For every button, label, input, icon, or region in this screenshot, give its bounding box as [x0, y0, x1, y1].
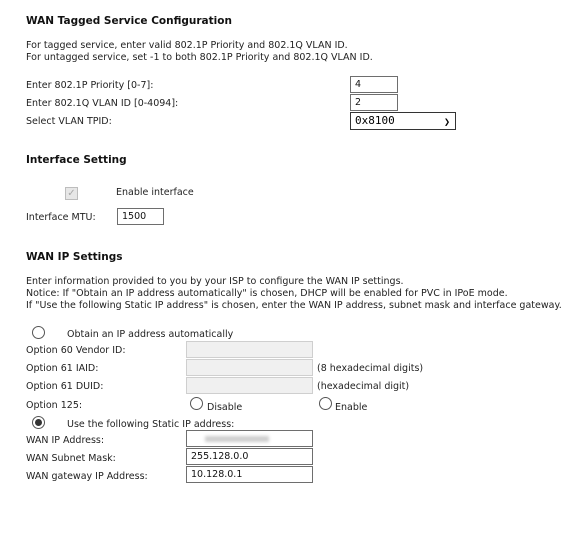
wan-ip-address-input[interactable] — [186, 430, 313, 447]
option61-duid-label: Option 61 DUID: — [26, 381, 104, 392]
option125-enable-label: Enable — [335, 402, 368, 413]
priority-label: Enter 802.1P Priority [0-7]: — [26, 80, 154, 91]
vlan-id-input[interactable] — [350, 94, 398, 111]
option125-label: Option 125: — [26, 400, 83, 411]
enable-interface-checkbox[interactable]: ✓ — [65, 187, 78, 200]
tpid-label: Select VLAN TPID: — [26, 116, 112, 127]
static-ip-label: Use the following Static IP address: — [67, 419, 235, 430]
option60-label: Option 60 Vendor ID: — [26, 345, 126, 356]
option61-duid-hint: (hexadecimal digit) — [317, 381, 410, 392]
priority-input[interactable] — [350, 76, 398, 93]
vlan-id-label: Enter 802.1Q VLAN ID [0-4094]: — [26, 98, 179, 109]
option61-iaid-input[interactable] — [186, 359, 313, 376]
mtu-input[interactable] — [117, 208, 164, 225]
wan-ip-address-label: WAN IP Address: — [26, 435, 105, 446]
obtain-auto-label: Obtain an IP address automatically — [67, 329, 234, 340]
static-ip-radio[interactable] — [32, 416, 45, 429]
interface-setting-title: Interface Setting — [26, 154, 127, 166]
enable-interface-label: Enable interface — [116, 187, 194, 198]
tpid-select-value: 0x8100 — [355, 114, 395, 127]
redacted-value — [205, 436, 269, 442]
subnet-mask-input[interactable] — [186, 448, 313, 465]
tpid-select[interactable] — [350, 112, 456, 130]
wan-ip-info-1: Enter information provided to you by your ISP to configure the WAN IP settings. — [26, 276, 404, 287]
subnet-mask-label: WAN Subnet Mask: — [26, 453, 116, 464]
wan-tagged-title: WAN Tagged Service Configuration — [26, 15, 232, 27]
option61-iaid-hint: (8 hexadecimal digits) — [317, 363, 424, 374]
option125-enable-radio[interactable] — [319, 397, 332, 410]
gateway-input[interactable] — [186, 466, 313, 483]
wan-ip-info-2: Notice: If "Obtain an IP address automatically" is chosen, DHCP will be enabled for PVC in IPoE mode. — [26, 288, 508, 299]
option125-disable-radio[interactable] — [190, 397, 203, 410]
chevron-down-icon: ❯ — [443, 117, 450, 128]
option61-iaid-label: Option 61 IAID: — [26, 363, 99, 374]
option125-disable-label: Disable — [207, 402, 243, 413]
option60-input[interactable] — [186, 341, 313, 358]
gateway-label: WAN gateway IP Address: — [26, 471, 148, 482]
wan-tagged-desc-1: For tagged service, enter valid 802.1P Priority and 802.1Q VLAN ID. — [26, 40, 348, 51]
mtu-label: Interface MTU: — [26, 212, 96, 223]
wan-ip-info-3: If "Use the following Static IP address" is chosen, enter the WAN IP address, subnet mask and interface gateway. — [26, 300, 562, 311]
obtain-auto-radio[interactable] — [32, 326, 45, 339]
wan-tagged-desc-2: For untagged service, set -1 to both 802.1P Priority and 802.1Q VLAN ID. — [26, 52, 373, 63]
option61-duid-input[interactable] — [186, 377, 313, 394]
wan-ip-title: WAN IP Settings — [26, 251, 123, 263]
